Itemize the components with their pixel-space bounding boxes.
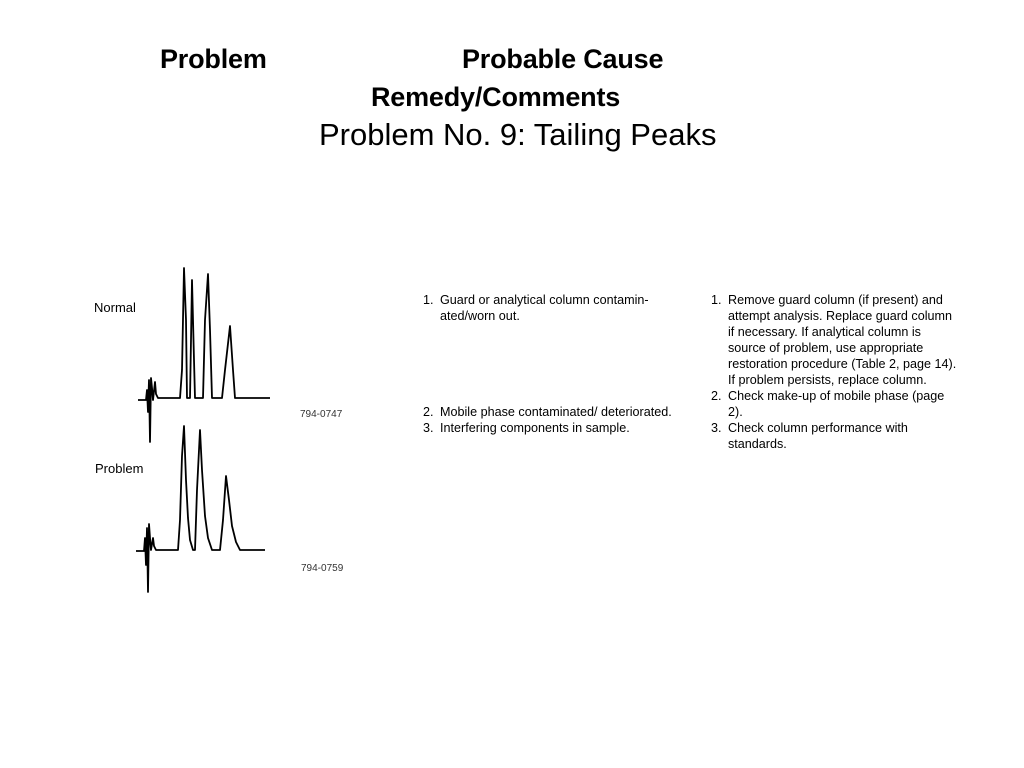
cause-number: 3.: [423, 421, 434, 435]
cause-number: 2.: [423, 405, 434, 419]
problem-chromatogram: [130, 420, 275, 600]
remedy-text: Remove guard column (if present) and attempt analysis. Replace guard column if necessary. If analytical column is source of problem, use appropriate restoration procedure (Table 2, page 14). If problem persists, replace column.: [728, 293, 957, 387]
problem-trace: [136, 426, 265, 592]
header-remedy-comments: Remedy/Comments: [371, 82, 621, 112]
remedy-number: 3.: [711, 421, 722, 435]
normal-chromatogram-label: Normal: [94, 300, 136, 315]
cause-item: [423, 420, 683, 436]
probable-causes-list-top: [423, 292, 683, 324]
remedy-item: [711, 388, 961, 420]
header-problem: Problem: [160, 44, 267, 74]
cause-text: Guard or analytical column contamin- ated/worn out.: [440, 293, 649, 323]
cause-number: 1.: [423, 293, 434, 307]
remedy-number: 2.: [711, 389, 722, 403]
cause-item: [423, 292, 683, 324]
cause-text: Interfering components in sample.: [440, 421, 630, 435]
cause-item: [423, 404, 683, 420]
remedy-text: Check make-up of mobile phase (page 2).: [728, 389, 945, 419]
cause-text: Mobile phase contaminated/ deteriorated.: [440, 405, 672, 419]
problem-figure-code: 794-0759: [301, 563, 344, 574]
problem-chromatogram-label: Problem: [95, 461, 144, 476]
remedy-text: Check column performance with standards.: [728, 421, 908, 451]
remedy-item: [711, 420, 961, 452]
header-probable-cause: Probable Cause: [462, 44, 664, 74]
normal-trace: [138, 268, 270, 442]
remedies-list: [711, 292, 961, 452]
normal-figure-code: 794-0747: [300, 409, 343, 420]
remedy-item: [711, 292, 961, 388]
probable-causes-list-bottom: [423, 404, 683, 436]
remedy-number: 1.: [711, 293, 722, 307]
slide-title: Problem No. 9: Tailing Peaks: [319, 117, 717, 152]
